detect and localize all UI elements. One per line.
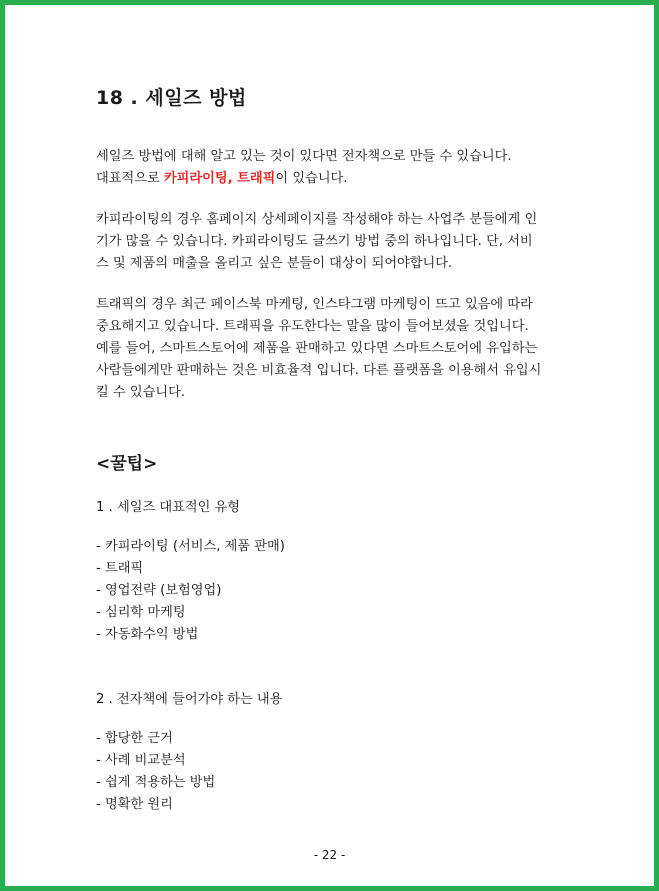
tips-section-1-list [96, 536, 285, 646]
section-heading: 18 . 세일즈 방법 [96, 87, 247, 109]
list-item: - 카피라이팅 (서비스, 제품 판매) [96, 539, 285, 554]
traffic-line-2: 중요해지고 있습니다. 트래픽을 유도한다는 말을 많이 들어보셨을 것입니다. [96, 319, 529, 334]
traffic-line-1: 트래픽의 경우 최근 페이스북 마케팅, 인스타그램 마케팅이 뜨고 있음에 따라 [96, 297, 533, 312]
traffic-line-3: 예를 들어, 스마트스토어에 제품을 판매하고 있다면 스마트스토어에 유입하는 [96, 341, 538, 356]
tips-heading: <꿀팁> [96, 454, 158, 474]
highlighted-keywords: 카피라이팅, 트래픽 [163, 171, 276, 186]
copywriting-line-3: 스 및 제품의 매출을 올리고 싶은 분들이 대상이 되어야합니다. [96, 256, 453, 271]
tips-section-2-title: 2 . 전자책에 들어가야 하는 내용 [96, 692, 283, 707]
list-item: - 트래픽 [96, 561, 144, 576]
list-item: - 쉽게 적용하는 방법 [96, 775, 216, 790]
traffic-paragraph [96, 294, 571, 404]
intro-line-2-suffix: 이 있습니다. [275, 171, 348, 186]
intro-paragraph [96, 146, 571, 190]
list-item: - 합당한 근거 [96, 731, 173, 746]
intro-line-2-prefix: 대표적으로 [96, 171, 164, 186]
intro-line-2 [96, 168, 571, 190]
copywriting-paragraph [96, 209, 571, 275]
list-item: - 명확한 원리 [96, 797, 173, 812]
traffic-line-4: 사람들에게만 판매하는 것은 비효율적 입니다. 다른 플랫폼을 이용해서 유입시 [96, 363, 542, 378]
tips-section-1-title: 1 . 세일즈 대표적인 유형 [96, 500, 241, 515]
list-item: - 심리학 마케팅 [96, 605, 186, 620]
copywriting-line-1: 카피라이팅의 경우 홈페이지 상세페이지를 작성해야 하는 사업주 분들에게 인 [96, 212, 538, 227]
list-item: - 영업전략 (보험영업) [96, 583, 222, 598]
traffic-line-5: 킬 수 있습니다. [96, 385, 186, 400]
list-item: - 사례 비교분석 [96, 753, 186, 768]
page-number: - 22 - [313, 848, 346, 862]
intro-line-1: 세일즈 방법에 대해 알고 있는 것이 있다면 전자책으로 만들 수 있습니다. [96, 149, 512, 164]
tips-section-2-list [96, 728, 215, 816]
copywriting-line-2: 기가 많을 수 있습니다. 카피라이팅도 글쓰기 방법 중의 하나입니다. 단, 서비 [96, 234, 533, 249]
list-item: - 자동화수익 방법 [96, 627, 199, 642]
